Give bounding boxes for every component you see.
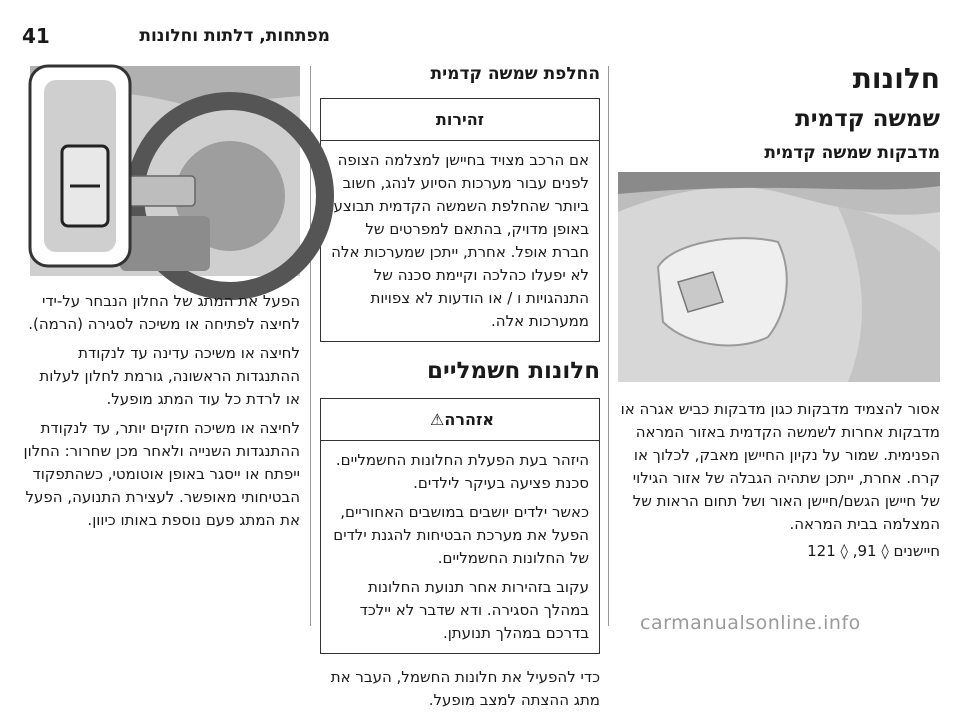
- watermark: carmanualsonline.info: [640, 612, 861, 634]
- page-title: מפתחות, דלתות וחלונות: [139, 26, 330, 46]
- left-column-body: [22, 290, 300, 532]
- warning-text: כאשר ילדים יושבים במושבים האחוריים, הפעל את מערכת הבטיחות להגנת ילדים של החלונות החשמליים.: [333, 503, 589, 567]
- cross-references: חיישנים ◊ 91, ◊ 121: [807, 542, 940, 560]
- warning-header: [321, 399, 599, 441]
- page-number: 41: [22, 24, 50, 48]
- body-paragraph: אסור להצמיד מדבקות כגון מדבקות כביש אגרה או מדבקות אחרות לשמשה הקדמית באזור המראה הפנימית. שמור על נקיון החיישן מאבק, לכלוך או קרח. אחרת, ייתכן שתהיה הגבלה של אזור הגילוי של חיישן הגשם/חיישן האור ושל תחום הראות של המצלמה בבית המראה.: [620, 400, 940, 533]
- windscreen-mirror-illustration: [618, 172, 940, 382]
- body-paragraph: לחיצה או משיכה עדינה עד לנקודת ההתנגדות הראשונה, גורמת לחלון לעלות או לרדת כל עוד המתג מופעל.: [39, 344, 300, 408]
- middle-column: [320, 62, 600, 712]
- body-paragraph: כדי להפעיל את חלונות החשמל, העבר את מתג ההצתה למצב מופעל.: [330, 668, 600, 709]
- warning-text: עקוב בזהירות אחר תנועת החלונות במהלך הסגירה. ודא שדבר לא יילכד בדרכם במהלך תנועתן.: [359, 578, 589, 642]
- warning-body-container: [321, 441, 599, 653]
- column-separator: [608, 66, 609, 626]
- right-column-body: [618, 398, 940, 563]
- topic-heading: מדבקות שמשה קדמית: [764, 143, 940, 163]
- caution-box: [320, 98, 600, 342]
- warning-title: אזהרה: [444, 410, 495, 429]
- body-paragraph: הפעל את המתג של החלון הנבחר על-ידי לחיצה לפתיחה או משיכה לסגירה (הרמה).: [28, 292, 300, 333]
- power-window-switch-illustration: [30, 66, 300, 276]
- warning-text: היזהר בעת הפעלת החלונות החשמליים. סכנת פציעה בעיקר לילדים.: [335, 451, 589, 492]
- section-heading: החלפת שמשה קדמית: [430, 64, 600, 84]
- section-heading: חלונות: [852, 62, 940, 95]
- subsection-heading: שמשה קדמית: [795, 106, 940, 132]
- right-column: [618, 62, 940, 164]
- caution-title: זהירות: [321, 99, 599, 141]
- subsection-heading: חלונות חשמליים: [426, 358, 600, 384]
- caution-body-container: [321, 141, 599, 341]
- body-paragraph: לחיצה או משיכה חזקים יותר, עד לנקודת ההתנגדות השנייה ולאחר מכן שחרור: החלון ייפתח או ייסגר באופן אוטומטי, כשהתפקוד הבטיחותי מאופשר. לעצירת התנועה, הפעל את המתג פעם נוספת באותו כיוון.: [23, 419, 300, 529]
- warning-box: [320, 398, 600, 654]
- caution-text: אם הרכב מצויד בחיישן למצלמה הצופה לפנים עבור מערכות הסיוע לנהג, חשוב ביותר שהחלפת השמשה הקדמית תבוצע באופן מדויק, בהתאם למפרטים של חברת אופל. אחרת, ייתכן שמערכות אלה לא יפעלו כהלכה וקיימת סכנה של התנהגויות ו / או הודעות לא צפויות ממערכות אלה.: [331, 151, 589, 330]
- warning-triangle-icon: ⚠: [430, 410, 445, 429]
